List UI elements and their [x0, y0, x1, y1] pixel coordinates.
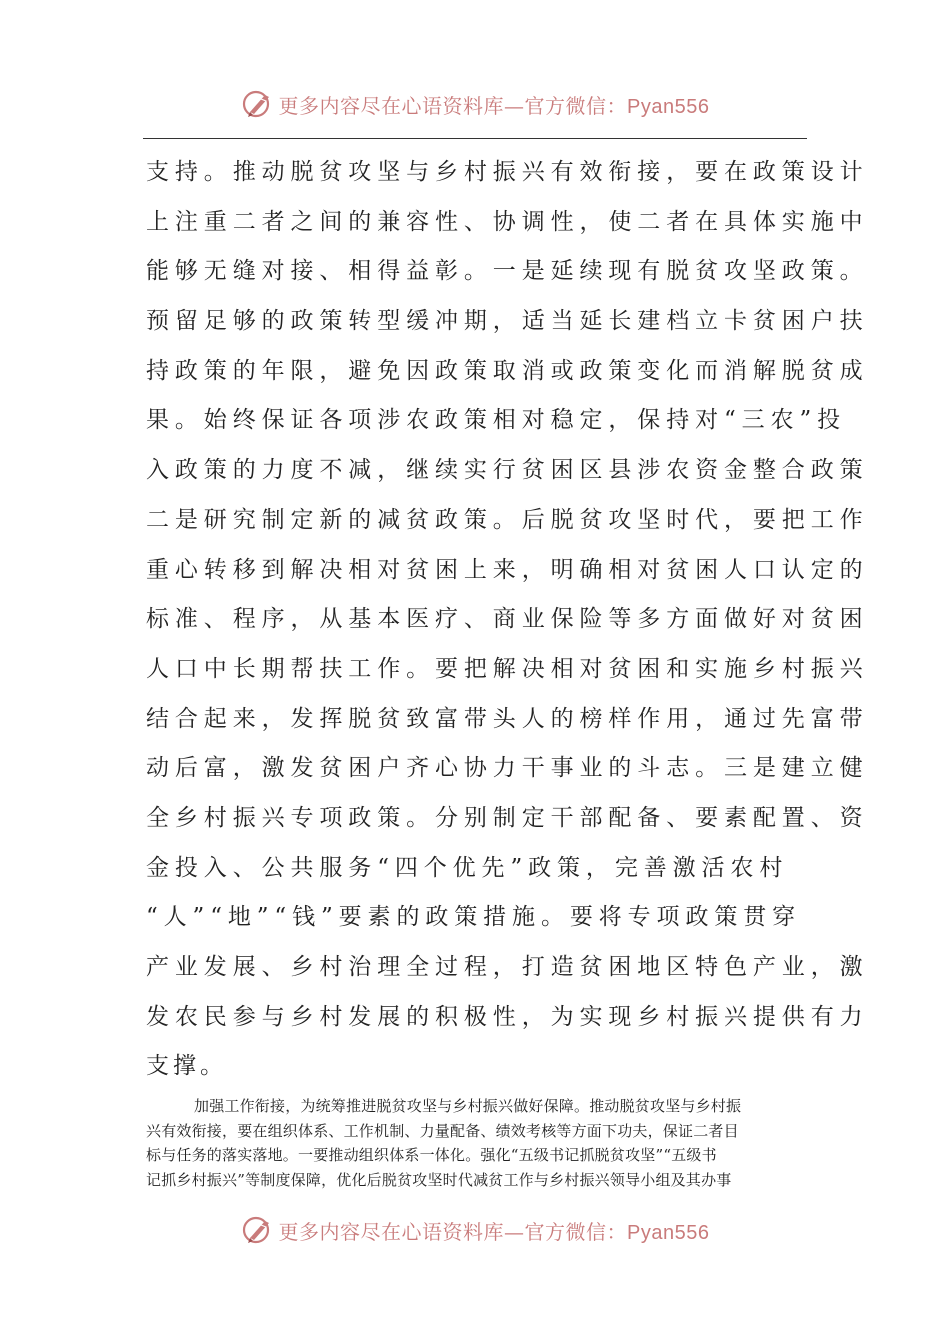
body-line: 重心转移到解决相对贫困上来，明确相对贫困人口认定的	[146, 556, 869, 583]
main-body-text	[146, 148, 869, 1092]
footer-banner	[0, 1208, 950, 1252]
body-line: 二是研究制定新的减贫政策。后脱贫攻坚时代，要把工作	[146, 506, 869, 533]
body-line: 支撑。	[146, 1053, 227, 1080]
banner-text: 更多内容尽在心语资料库—官方微信：Pyan556	[278, 1219, 710, 1244]
body-line: 上注重二者之间的兼容性、协调性，使二者在具体实施中	[146, 208, 869, 235]
body-line: 入政策的力度不减，继续实行贫困区县涉农资金整合政策	[146, 457, 869, 484]
secondary-body-text	[146, 1094, 810, 1192]
body-line: 结合起来，发挥脱贫致富带头人的榜样作用，通过先富带	[146, 705, 869, 732]
body-line: “人”“地”“钱”要素的政策措施。要将专项政策贯穿	[146, 904, 802, 931]
wechat-id: Pyan556	[627, 1221, 710, 1244]
body-line: 果。始终保证各项涉农政策相对稳定，保持对“三农”投	[146, 407, 847, 434]
pen-quill-icon	[241, 87, 275, 121]
banner-text: 更多内容尽在心语资料库—官方微信：Pyan556	[278, 93, 710, 118]
body-line: 动后富，激发贫困户齐心协力干事业的斗志。三是建立健	[146, 755, 869, 782]
body-line: 全乡村振兴专项政策。分别制定干部配备、要素配置、资	[146, 804, 869, 831]
small-line: 兴有效衔接，要在组织体系、工作机制、力量配备、绩效考核等方面下功夫，保证二者目	[146, 1121, 739, 1140]
small-line: 记抓乡村振兴”等制度保障，优化后脱贫攻坚时代减贫工作与乡村振兴领导小组及其办事	[146, 1170, 732, 1189]
body-line: 人口中长期帮扶工作。要把解决相对贫困和实施乡村振兴	[146, 655, 869, 682]
body-line: 持政策的年限，避免因政策取消或政策变化而消解脱贫成	[146, 357, 869, 384]
body-line: 支持。推动脱贫攻坚与乡村振兴有效衔接，要在政策设计	[146, 159, 869, 185]
header-banner	[0, 82, 950, 126]
body-line: 预留足够的政策转型缓冲期，适当延长建档立卡贫困户扶	[146, 308, 869, 335]
body-line: 产业发展、乡村治理全过程，打造贫困地区特色产业，激	[146, 954, 869, 980]
body-line: 发农民参与乡村发展的积极性，为实现乡村振兴提供有力	[146, 1003, 869, 1030]
wechat-id: Pyan556	[627, 95, 710, 118]
small-line: 加强工作衔接，为统筹推进脱贫攻坚与乡村振兴做好保障。推动脱贫攻坚与乡村振	[194, 1097, 742, 1115]
body-line: 标准、程序，从基本医疗、商业保险等多方面做好对贫困	[146, 606, 869, 633]
body-line: 能够无缝对接、相得益彰。一是延续现有脱贫攻坚政策。	[146, 258, 869, 285]
body-line: 金投入、公共服务“四个优先”政策，完善激活农村	[146, 854, 789, 881]
header-rule	[143, 138, 807, 139]
pen-quill-icon	[241, 1213, 275, 1247]
small-line: 标与任务的落实落地。一要推动组织体系一体化。强化“五级书记抓脱贫攻坚”“五级书	[146, 1146, 717, 1164]
